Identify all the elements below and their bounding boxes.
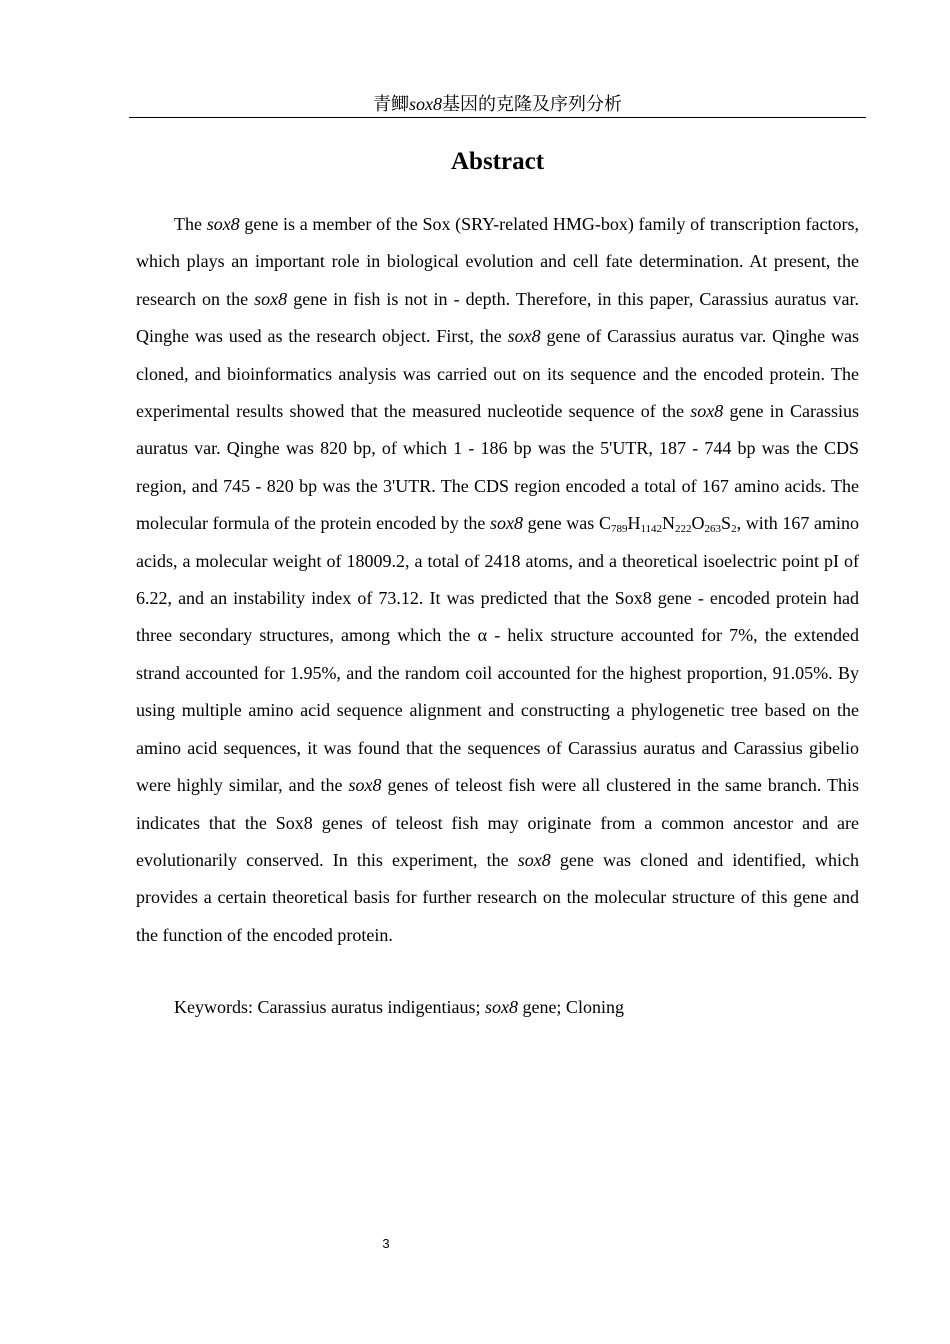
abstract-text: gene was [523,513,599,534]
gene-name: sox8 [206,214,240,234]
formula-element-s: S [721,513,732,534]
formula-element-o: O [691,513,705,534]
gene-name: sox8 [254,288,288,309]
abstract-text: gene of Carassius auratus var. Qinghe was cloned, and bioinformatics analysis was carried out on its sequence and the encoded protein. The experimental results showed that the measured nucleotide sequence of the [136,326,859,422]
gene-name: sox8 [490,513,524,534]
abstract-text: gene is a member of the Sox (SRY-related HMG-box) family of transcription factors, which plays an important role in biological evolution and cell fate determination. At present, the research on the [136,214,860,309]
header-prefix: 青鲫 [373,94,409,115]
abstract-title: Abstract [450,148,545,175]
header-gene-name: sox8 [409,94,442,114]
formula-count-h: 1142 [640,523,663,536]
abstract-text: gene in Carassius auratus var. Qinghe was 820 bp, of which 1 - 186 bp was the 5'UTR, 187 - 744 bp was the CDS region, and 745 - 820 bp was the 3'UTR. The CDS region encoded a total of 167 amino acids. The molecular formula of the protein encoded by the [136,401,859,534]
gene-name: sox8 [690,401,724,422]
keywords-label: Keywords: Carassius auratus indigentiaus; [174,997,485,1017]
formula-count-n: 222 [675,523,692,536]
abstract-text: The [174,214,207,234]
abstract-paragraph [136,206,859,954]
molecular-formula [598,513,737,536]
formula-count-c: 789 [610,523,628,536]
formula-element-c: C [598,513,611,534]
gene-name: sox8 [348,775,382,796]
gene-name: sox8 [517,849,551,870]
formula-element-n: N [662,513,676,534]
header-suffix: 基因的克隆及序列分析 [442,94,622,115]
page-number: 3 [382,1236,390,1251]
gene-name: sox8 [507,326,541,347]
formula-count-o: 263 [704,523,722,536]
keywords-line [136,989,859,1026]
abstract-text: gene in fish is not in - depth. Therefore, in this paper, Carassius auratus var. Qinghe was used as the research object. First, the [136,288,859,347]
header-rule [129,117,866,118]
running-header [129,92,866,117]
keywords-gene-name: sox8 [484,997,518,1017]
keywords-rest: gene; Cloning [517,997,624,1017]
abstract-text: genes of teleost fish were all clustered in the same branch. This indicates that the Sox8 genes of teleost fish may originate from a common ancestor and are evolutionarily conserved. In this experiment, the [136,775,859,870]
formula-count-s: 2 [731,523,737,536]
formula-element-h: H [627,513,641,534]
abstract-text: , with 167 amino acids, a molecular weight of 18009.2, a total of 2418 atoms, and a theoretical isoelectric point pI of 6.22, and an instability index of 73.12. It was predicted that the Sox8 gene - encoded protein had three secondary structures, among which the α - helix structure accounted for 7%, the extended strand accounted for 1.95%, and the random coil accounted for the highest proportion, 91.05%. By using multiple amino acid sequence alignment and constructing a phylogenetic tree based on the amino acid sequences, it was found that the sequences of Carassius auratus and Carassius gibelio were highly similar, and the [136,513,859,796]
abstract-text: gene was cloned and identified, which provides a certain theoretical basis for further research on the molecular structure of this gene and the function of the encoded protein. [136,849,859,945]
